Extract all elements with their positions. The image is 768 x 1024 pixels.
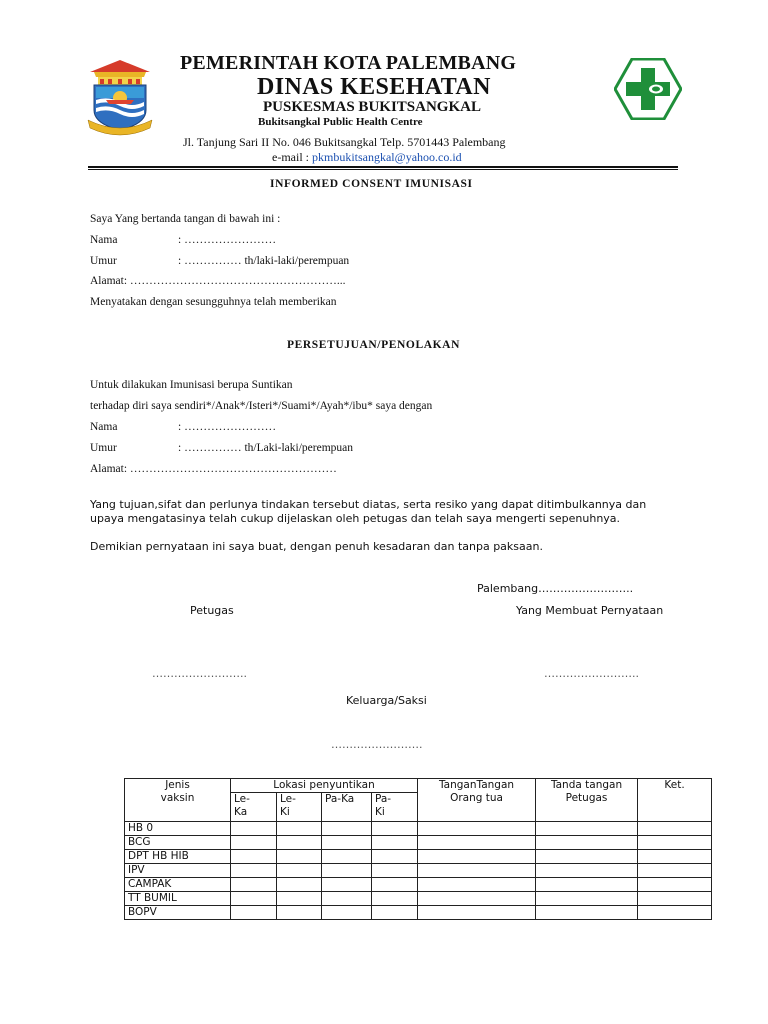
paragraph-declaration: Demikian pernyataan ini saya buat, dengan penuh kesadaran dan tanpa paksaan. — [90, 540, 543, 553]
vaccine-name: HB 0 — [125, 822, 231, 836]
petugas-signature-line: …………………….. — [152, 667, 247, 680]
header-keterangan: Ket. — [638, 779, 712, 822]
cell[interactable] — [638, 906, 712, 920]
cell[interactable] — [231, 864, 277, 878]
paragraph-immunization: Untuk dilakukan Imunisasi berupa Suntikan — [90, 379, 293, 391]
cell[interactable] — [638, 892, 712, 906]
cell[interactable] — [277, 892, 322, 906]
statement-text: Menyatakan dengan sesungguhnya telah memberikan — [90, 296, 337, 308]
petugas-label: Petugas — [190, 604, 234, 617]
cell[interactable] — [638, 878, 712, 892]
health-centre-name: Bukitsangkal Public Health Centre — [258, 116, 423, 128]
place-date: Palembang…………………….. — [477, 582, 634, 595]
email-link[interactable]: pkmbukitsangkal@yahoo.co.id — [311, 150, 462, 164]
table-row — [125, 892, 712, 906]
header-lokasi: Lokasi penyuntikan — [231, 779, 418, 793]
cell[interactable] — [418, 906, 536, 920]
cell[interactable] — [372, 850, 418, 864]
cell[interactable] — [231, 822, 277, 836]
umur-field-2: : …………… th/Laki-laki/perempuan — [178, 442, 354, 454]
declarant-signature-line: …………………….. — [544, 667, 639, 680]
cell[interactable] — [418, 892, 536, 906]
umur-label-2: Umur — [90, 442, 117, 454]
cell[interactable] — [418, 878, 536, 892]
paragraph-explanation-2: upaya mengatasinya telah cukup dijelaskan oleh petugas dan telah saya mengerti sepenuhnya. — [90, 512, 621, 525]
department-name: DINAS KESEHATAN — [257, 74, 491, 100]
table-row — [125, 878, 712, 892]
header-divider-thin — [88, 169, 678, 170]
cell[interactable] — [418, 864, 536, 878]
cell[interactable] — [231, 836, 277, 850]
cell[interactable] — [322, 892, 372, 906]
umur-field: : …………… th/laki-laki/perempuan — [178, 255, 350, 267]
alamat-field: Alamat: ………………………………………………... — [90, 275, 346, 287]
header-jenis-vaksin: Jenis vaksin — [125, 779, 231, 822]
paragraph-explanation-1: Yang tujuan,sifat dan perlunya tindakan tersebut diatas, serta resiko yang dapat ditimbulkannya dan — [90, 498, 647, 511]
vaccination-table — [124, 778, 712, 920]
vaccine-name: TT BUMIL — [125, 892, 231, 906]
nama-field: : …………………… — [178, 234, 277, 246]
cell[interactable] — [231, 850, 277, 864]
alamat-field-2: Alamat: ……………………………………………… — [90, 463, 337, 475]
cell[interactable] — [372, 906, 418, 920]
cell[interactable] — [536, 878, 638, 892]
header-le-ka: Le- Ka — [231, 793, 277, 822]
cell[interactable] — [372, 864, 418, 878]
cell[interactable] — [277, 878, 322, 892]
vaccine-name: CAMPAK — [125, 878, 231, 892]
address: Jl. Tanjung Sari II No. 046 Bukitsangkal Telp. 5701443 Palembang — [183, 135, 506, 149]
table-header-row — [125, 779, 712, 793]
city-emblem-logo — [84, 58, 156, 138]
nama-label: Nama — [90, 234, 118, 246]
email-line — [272, 150, 462, 165]
cell[interactable] — [638, 822, 712, 836]
header-tangan-orangtua: TanganTangan Orang tua — [418, 779, 536, 822]
cell[interactable] — [322, 850, 372, 864]
intro-text: Saya Yang bertanda tangan di bawah ini : — [90, 213, 281, 225]
cell[interactable] — [536, 822, 638, 836]
government-name: PEMERINTAH KOTA PALEMBANG — [180, 52, 517, 74]
cell[interactable] — [322, 864, 372, 878]
witness-label: Keluarga/Saksi — [346, 694, 427, 707]
cell[interactable] — [322, 822, 372, 836]
cell[interactable] — [372, 878, 418, 892]
cell[interactable] — [638, 850, 712, 864]
table-row — [125, 864, 712, 878]
header-le-ki: Le- Ki — [277, 793, 322, 822]
cell[interactable] — [372, 822, 418, 836]
cell[interactable] — [322, 878, 372, 892]
cell[interactable] — [277, 836, 322, 850]
health-cross-logo — [614, 58, 682, 120]
cell[interactable] — [372, 836, 418, 850]
vaccine-name: BOPV — [125, 906, 231, 920]
header-divider — [88, 166, 678, 168]
cell[interactable] — [277, 850, 322, 864]
cell[interactable] — [372, 892, 418, 906]
witness-signature-line: ……………………. — [331, 738, 423, 751]
cell[interactable] — [638, 864, 712, 878]
email-label: e-mail : — [272, 150, 312, 164]
nama-field-2: : …………………… — [178, 421, 277, 433]
cell[interactable] — [638, 836, 712, 850]
table-row — [125, 822, 712, 836]
cell[interactable] — [536, 906, 638, 920]
cell[interactable] — [277, 822, 322, 836]
puskesmas-name: PUSKESMAS BUKITSANGKAL — [263, 99, 481, 115]
umur-label: Umur — [90, 255, 117, 267]
cell[interactable] — [418, 836, 536, 850]
header-pa-ki: Pa- Ki — [372, 793, 418, 822]
cell[interactable] — [322, 836, 372, 850]
table-row — [125, 906, 712, 920]
cell[interactable] — [536, 864, 638, 878]
vaccine-name: DPT HB HIB — [125, 850, 231, 864]
cell[interactable] — [536, 836, 638, 850]
table-row — [125, 850, 712, 864]
cell[interactable] — [231, 906, 277, 920]
cell[interactable] — [418, 850, 536, 864]
table-row — [125, 836, 712, 850]
cell[interactable] — [277, 906, 322, 920]
declarant-label: Yang Membuat Pernyataan — [516, 604, 664, 617]
vaccine-name: BCG — [125, 836, 231, 850]
document-title: INFORMED CONSENT IMUNISASI — [270, 178, 473, 190]
nama-label-2: Nama — [90, 421, 118, 433]
consent-subtitle: PERSETUJUAN/PENOLAKAN — [287, 339, 460, 351]
paragraph-relationship: terhadap diri saya sendiri*/Anak*/Isteri*/Suami*/Ayah*/ibu* saya dengan — [90, 400, 433, 412]
header-pa-ka: Pa-Ka — [322, 793, 372, 822]
vaccine-name: IPV — [125, 864, 231, 878]
cell[interactable] — [418, 822, 536, 836]
cell[interactable] — [322, 906, 372, 920]
header-tanda-tangan-petugas: Tanda tangan Petugas — [536, 779, 638, 822]
cell[interactable] — [231, 878, 277, 892]
cell[interactable] — [536, 892, 638, 906]
cell[interactable] — [536, 850, 638, 864]
cell[interactable] — [277, 864, 322, 878]
cell[interactable] — [231, 892, 277, 906]
